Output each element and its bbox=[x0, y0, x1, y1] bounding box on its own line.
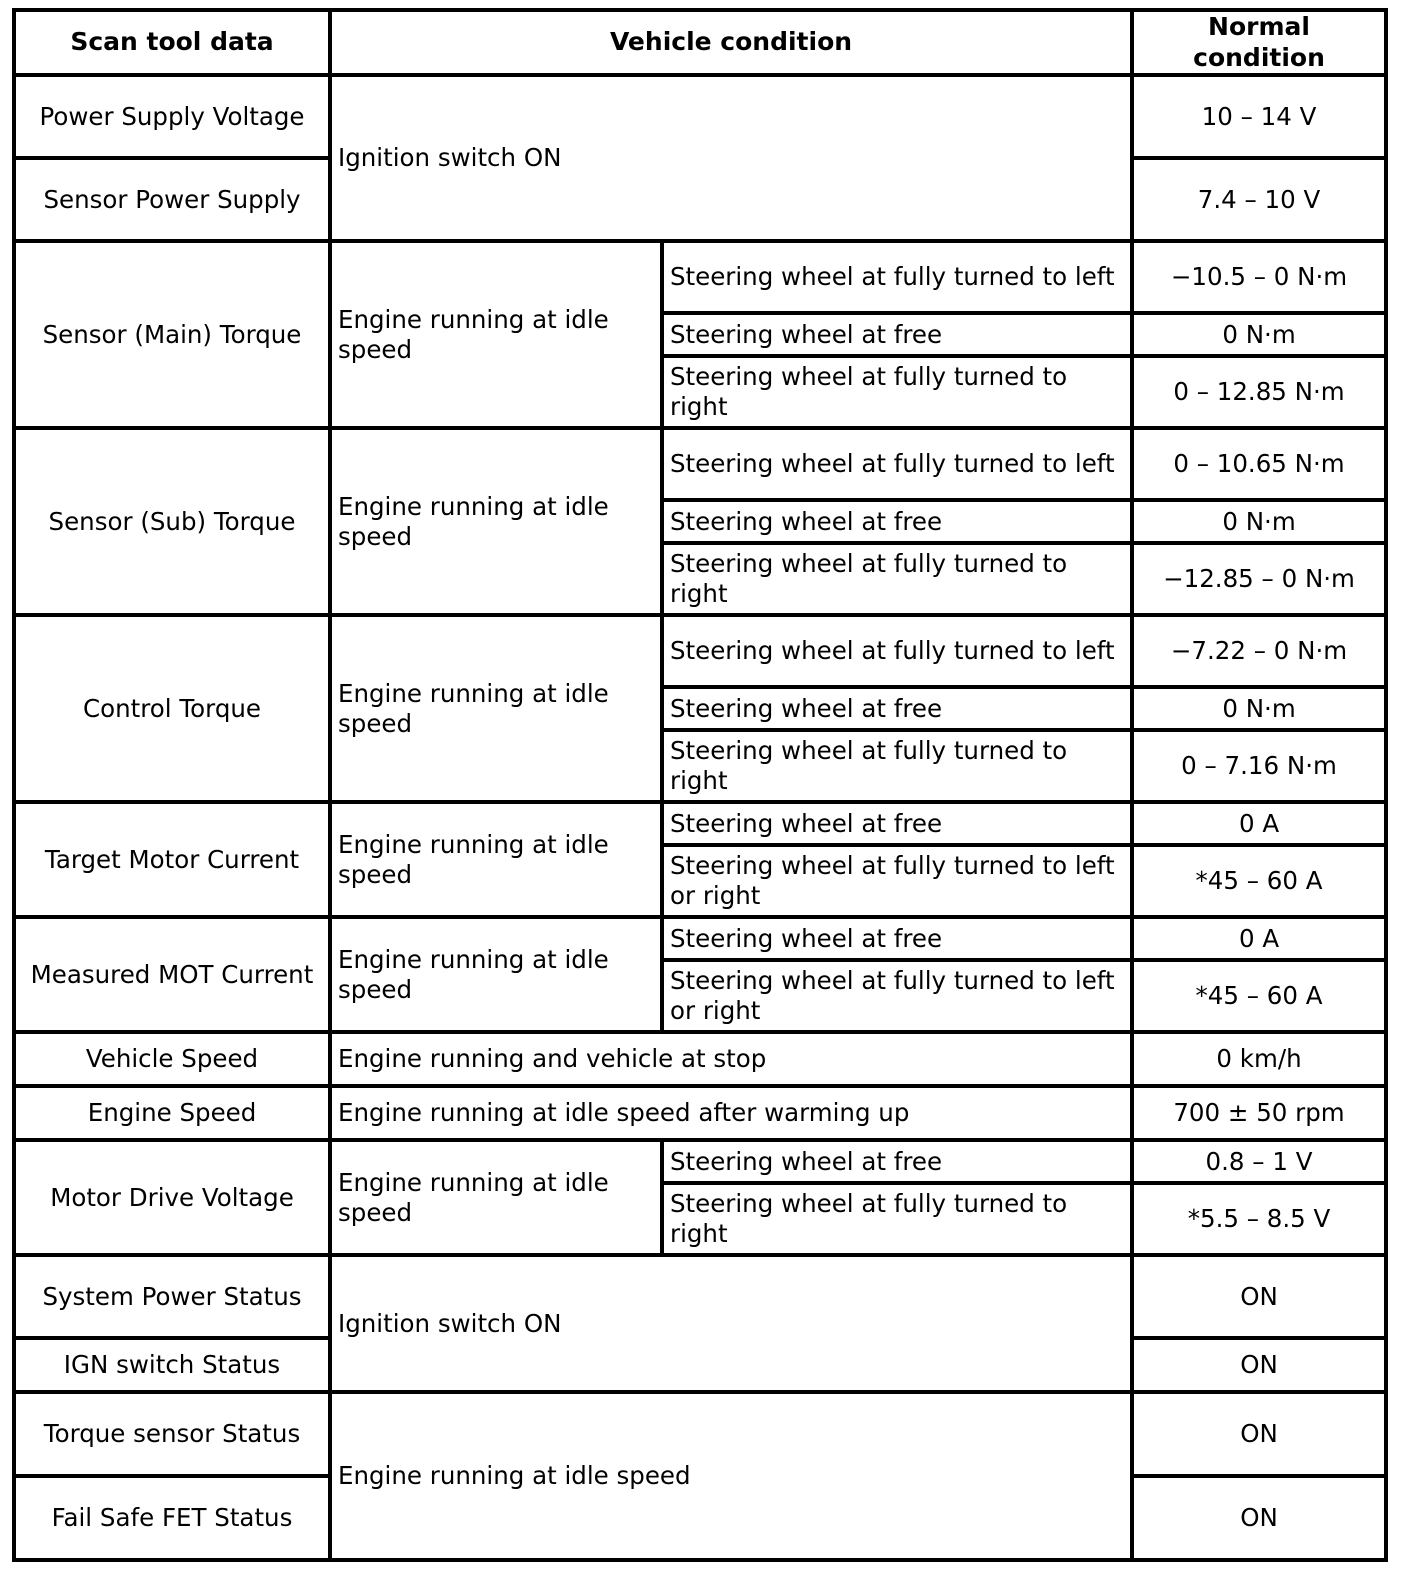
scan-tool-data-table bbox=[12, 8, 1388, 1562]
condition-idle-speed: Engine running at idle speed bbox=[330, 241, 662, 428]
value-measured-mot-turned: *45 – 60 A bbox=[1132, 960, 1386, 1032]
condition-idle-speed-full: Engine running at idle speed bbox=[330, 1392, 1132, 1560]
table-row bbox=[14, 615, 1386, 687]
header-scan-tool-data: Scan tool data bbox=[14, 10, 330, 75]
value-ign-switch-status: ON bbox=[1132, 1338, 1386, 1392]
header-vehicle-condition: Vehicle condition bbox=[330, 10, 1132, 75]
value-power-supply-voltage: 10 – 14 V bbox=[1132, 75, 1386, 158]
value-sensor-sub-right: −12.85 – 0 N·m bbox=[1132, 543, 1386, 615]
value-vehicle-speed: 0 km/h bbox=[1132, 1032, 1386, 1086]
header-row bbox=[14, 10, 1386, 75]
sub-condition-right: Steering wheel at fully turned to right bbox=[662, 543, 1132, 615]
value-motor-drive-right: *5.5 – 8.5 V bbox=[1132, 1183, 1386, 1255]
item-power-supply-voltage: Power Supply Voltage bbox=[14, 75, 330, 158]
item-sensor-power-supply: Sensor Power Supply bbox=[14, 158, 330, 241]
table-row bbox=[14, 1392, 1386, 1476]
table-row bbox=[14, 241, 1386, 313]
value-sensor-main-right: 0 – 12.85 N·m bbox=[1132, 356, 1386, 428]
condition-idle-speed: Engine running at idle speed bbox=[330, 615, 662, 802]
sub-condition-left: Steering wheel at fully turned to left bbox=[662, 428, 1132, 500]
value-control-free: 0 N·m bbox=[1132, 687, 1386, 730]
item-engine-speed: Engine Speed bbox=[14, 1086, 330, 1140]
item-control-torque: Control Torque bbox=[14, 615, 330, 802]
sub-condition-left-or-right: Steering wheel at fully turned to left or right bbox=[662, 960, 1132, 1032]
table-row bbox=[14, 428, 1386, 500]
condition-vehicle-at-stop: Engine running and vehicle at stop bbox=[330, 1032, 1132, 1086]
item-motor-drive-voltage: Motor Drive Voltage bbox=[14, 1140, 330, 1255]
value-engine-speed: 700 ± 50 rpm bbox=[1132, 1086, 1386, 1140]
sub-condition-free: Steering wheel at free bbox=[662, 802, 1132, 845]
condition-ignition-on: Ignition switch ON bbox=[330, 1255, 1132, 1392]
sub-condition-left: Steering wheel at fully turned to left bbox=[662, 615, 1132, 687]
value-sensor-sub-left: 0 – 10.65 N·m bbox=[1132, 428, 1386, 500]
item-sensor-main-torque: Sensor (Main) Torque bbox=[14, 241, 330, 428]
table-row bbox=[14, 1255, 1386, 1338]
item-vehicle-speed: Vehicle Speed bbox=[14, 1032, 330, 1086]
sub-condition-right: Steering wheel at fully turned to right bbox=[662, 1183, 1132, 1255]
value-fail-safe-fet-status: ON bbox=[1132, 1476, 1386, 1560]
table-row bbox=[14, 75, 1386, 158]
value-torque-sensor-status: ON bbox=[1132, 1392, 1386, 1476]
table-row bbox=[14, 802, 1386, 845]
condition-idle-speed: Engine running at idle speed bbox=[330, 1140, 662, 1255]
condition-idle-speed: Engine running at idle speed bbox=[330, 802, 662, 917]
item-system-power-status: System Power Status bbox=[14, 1255, 330, 1338]
sub-condition-left-or-right: Steering wheel at fully turned to left or right bbox=[662, 845, 1132, 917]
value-sensor-main-free: 0 N·m bbox=[1132, 313, 1386, 356]
table-row bbox=[14, 1140, 1386, 1183]
value-sensor-sub-free: 0 N·m bbox=[1132, 500, 1386, 543]
sub-condition-free: Steering wheel at free bbox=[662, 313, 1132, 356]
sub-condition-free: Steering wheel at free bbox=[662, 1140, 1132, 1183]
value-control-left: −7.22 – 0 N·m bbox=[1132, 615, 1386, 687]
table-row bbox=[14, 1086, 1386, 1140]
value-motor-drive-free: 0.8 – 1 V bbox=[1132, 1140, 1386, 1183]
value-sensor-power-supply: 7.4 – 10 V bbox=[1132, 158, 1386, 241]
table-row bbox=[14, 1032, 1386, 1086]
value-sensor-main-left: −10.5 – 0 N·m bbox=[1132, 241, 1386, 313]
value-target-motor-turned: *45 – 60 A bbox=[1132, 845, 1386, 917]
sub-condition-free: Steering wheel at free bbox=[662, 500, 1132, 543]
value-measured-mot-free: 0 A bbox=[1132, 917, 1386, 960]
item-ign-switch-status: IGN switch Status bbox=[14, 1338, 330, 1392]
item-torque-sensor-status: Torque sensor Status bbox=[14, 1392, 330, 1476]
sub-condition-right: Steering wheel at fully turned to right bbox=[662, 356, 1132, 428]
sub-condition-free: Steering wheel at free bbox=[662, 687, 1132, 730]
item-measured-mot-current: Measured MOT Current bbox=[14, 917, 330, 1032]
value-target-motor-free: 0 A bbox=[1132, 802, 1386, 845]
condition-idle-speed: Engine running at idle speed bbox=[330, 917, 662, 1032]
condition-idle-warm: Engine running at idle speed after warming up bbox=[330, 1086, 1132, 1140]
sub-condition-right: Steering wheel at fully turned to right bbox=[662, 730, 1132, 802]
table-row bbox=[14, 917, 1386, 960]
value-system-power-status: ON bbox=[1132, 1255, 1386, 1338]
header-normal-condition: Normal condition bbox=[1132, 10, 1386, 75]
item-target-motor-current: Target Motor Current bbox=[14, 802, 330, 917]
sub-condition-left: Steering wheel at fully turned to left bbox=[662, 241, 1132, 313]
item-sensor-sub-torque: Sensor (Sub) Torque bbox=[14, 428, 330, 615]
condition-ignition-on: Ignition switch ON bbox=[330, 75, 1132, 241]
value-control-right: 0 – 7.16 N·m bbox=[1132, 730, 1386, 802]
condition-idle-speed: Engine running at idle speed bbox=[330, 428, 662, 615]
item-fail-safe-fet-status: Fail Safe FET Status bbox=[14, 1476, 330, 1560]
sub-condition-free: Steering wheel at free bbox=[662, 917, 1132, 960]
